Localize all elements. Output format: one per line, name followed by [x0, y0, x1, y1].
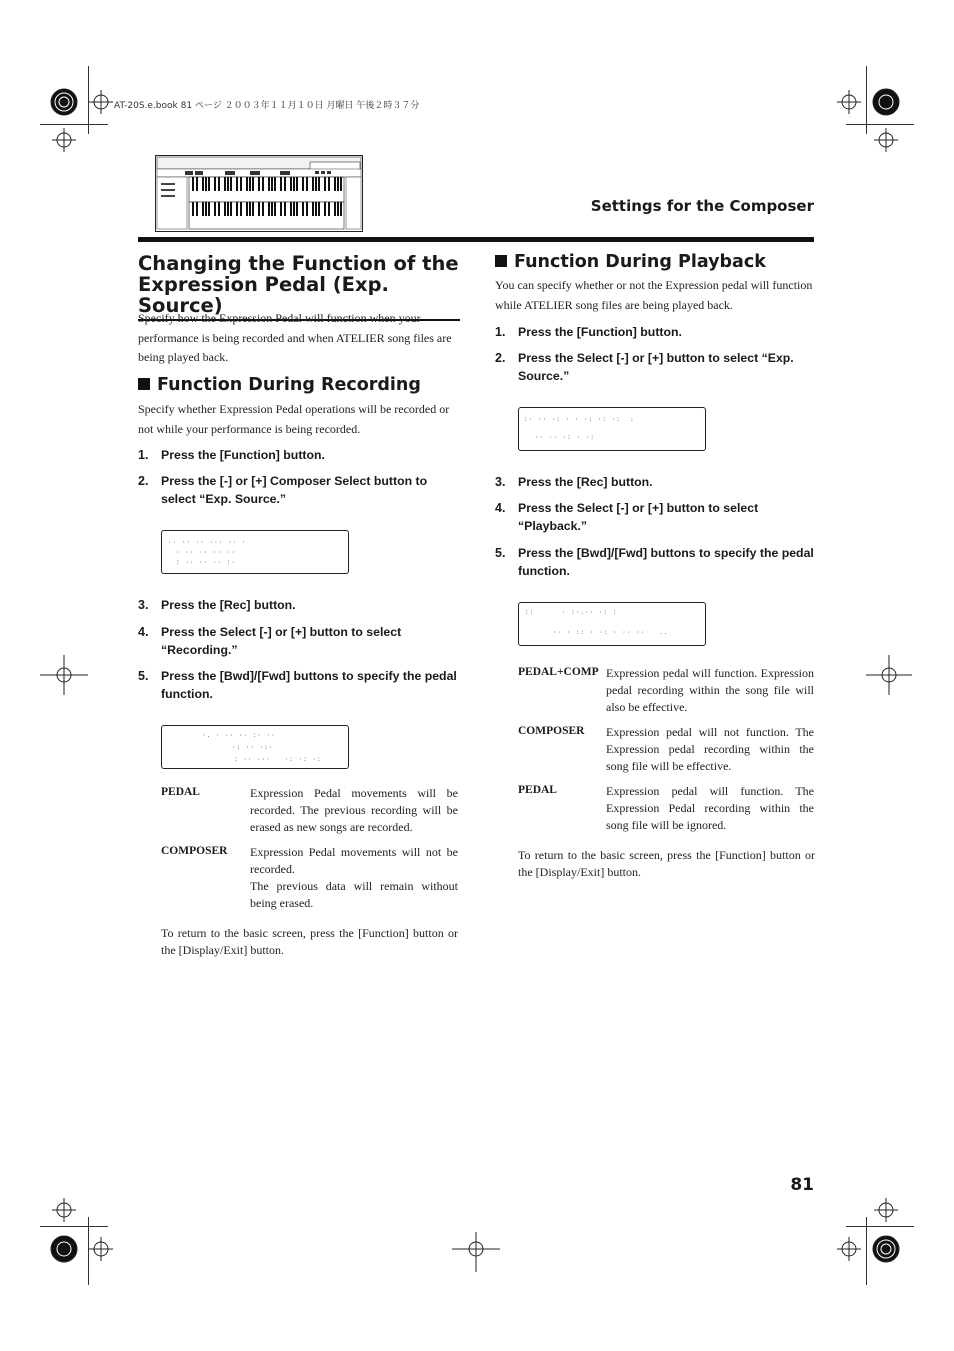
- lcd-display: ·· ·· ·· ··· ·· · · ·· ·· ·· ·· : ·· ·· ·· :·: [161, 530, 349, 574]
- recording-heading: [138, 375, 421, 395]
- step-number: 5.: [138, 669, 149, 683]
- step-text: Press the [-] or [+] Composer Select button to select “Exp. Source.”: [161, 474, 428, 506]
- intro-text: Specify how the Expression Pedal will function when your performance is being recorded and when ATELIER song files are being played back.: [138, 311, 452, 364]
- lcd-display: ·. · ·· ·· :· ·· ·: ·· ·:· : ·· ··· ·: ·: ·:: [161, 725, 349, 769]
- recording-step: [138, 623, 460, 659]
- step-number: 2.: [495, 351, 506, 365]
- step-text: Press the Select [-] or [+] button to select “Exp. Source.”: [518, 351, 794, 383]
- playback-heading-text: Function During Playback: [514, 252, 766, 272]
- header-rule: [138, 237, 814, 242]
- playback-heading: [495, 252, 766, 272]
- step-text: Press the [Rec] button.: [518, 475, 653, 489]
- recording-intro: Specify whether Expression Pedal operations will be recorded or not while your performance is being recorded.: [138, 402, 450, 436]
- step-text: Press the [Function] button.: [518, 325, 682, 339]
- step-text: Press the [Bwd]/[Fwd] buttons to specify the pedal function.: [161, 669, 457, 701]
- option-desc: Expression pedal will function. Expression pedal recording within the song file will also be effective.: [606, 666, 814, 714]
- playback-intro: You can specify whether or not the Expression pedal will function while ATELIER song files are being played back.: [495, 278, 813, 312]
- option-desc: Expression Pedal movements will be recorded. The previous recording will be erased as new songs are recorded.: [250, 786, 458, 834]
- file-info: AT-20S.e.book 81 ページ ２００３年１１月１０日 月曜日 午後２時３７分: [114, 101, 420, 111]
- return-note: To return to the basic screen, press the [Function] button or the [Display/Exit] button.: [161, 926, 458, 957]
- playback-step: [495, 323, 814, 341]
- option-desc-extra: The previous data will remain without being erased.: [250, 879, 458, 910]
- step-text: Press the Select [-] or [+] button to select “Playback.”: [518, 501, 759, 533]
- recording-step: [138, 472, 460, 508]
- organ-illustration: [155, 155, 363, 232]
- main-title-line-2: Expression Pedal (Exp. Source): [138, 273, 389, 317]
- recording-step: [138, 596, 460, 614]
- recording-heading-text: Function During Recording: [157, 375, 421, 395]
- recording-step: [138, 446, 460, 464]
- option-term: COMPOSER: [161, 845, 228, 857]
- lcd-display: :: · :·.·· ·: : ·· · :: · ·: · ·· ·· ..: [518, 602, 706, 646]
- lcd-display: :· ·· ·: · · ·: ·: ·: : ·· ·· ·: · ·:: [518, 407, 706, 451]
- step-number: 2.: [138, 474, 149, 488]
- step-number: 1.: [495, 325, 506, 339]
- step-text: Press the [Bwd]/[Fwd] buttons to specify the pedal function.: [518, 546, 814, 578]
- main-title-line-1: Changing the Function of the: [138, 252, 459, 275]
- option-desc: Expression Pedal movements will not be recorded.: [250, 845, 458, 876]
- section-title: Settings for the Composer: [590, 197, 814, 215]
- option-term: PEDAL: [161, 786, 200, 798]
- step-number: 1.: [138, 448, 149, 462]
- option-desc: Expression pedal will not function. The Expression pedal recording within the song file will be effective.: [606, 725, 814, 773]
- playback-step: [495, 544, 814, 580]
- recording-step: [138, 667, 460, 703]
- playback-step: [495, 349, 814, 385]
- step-text: Press the [Rec] button.: [161, 598, 296, 612]
- page-number: 81: [790, 1175, 814, 1195]
- step-number: 3.: [495, 475, 506, 489]
- square-bullet-icon: [138, 378, 150, 390]
- step-number: 3.: [138, 598, 149, 612]
- option-desc: Expression pedal will function. The Expression Pedal recording within the song file will be ignored.: [606, 784, 814, 832]
- playback-step: [495, 499, 814, 535]
- option-term: PEDAL: [518, 784, 557, 796]
- step-number: 4.: [495, 501, 506, 515]
- option-term: COMPOSER: [518, 725, 585, 737]
- step-text: Press the Select [-] or [+] button to select “Recording.”: [161, 625, 402, 657]
- step-number: 4.: [138, 625, 149, 639]
- option-term: PEDAL+COMP: [518, 666, 599, 678]
- playback-step: [495, 473, 814, 491]
- return-note: To return to the basic screen, press the [Function] button or the [Display/Exit] button.: [518, 848, 815, 879]
- square-bullet-icon: [495, 255, 507, 267]
- step-number: 5.: [495, 546, 506, 560]
- step-text: Press the [Function] button.: [161, 448, 325, 462]
